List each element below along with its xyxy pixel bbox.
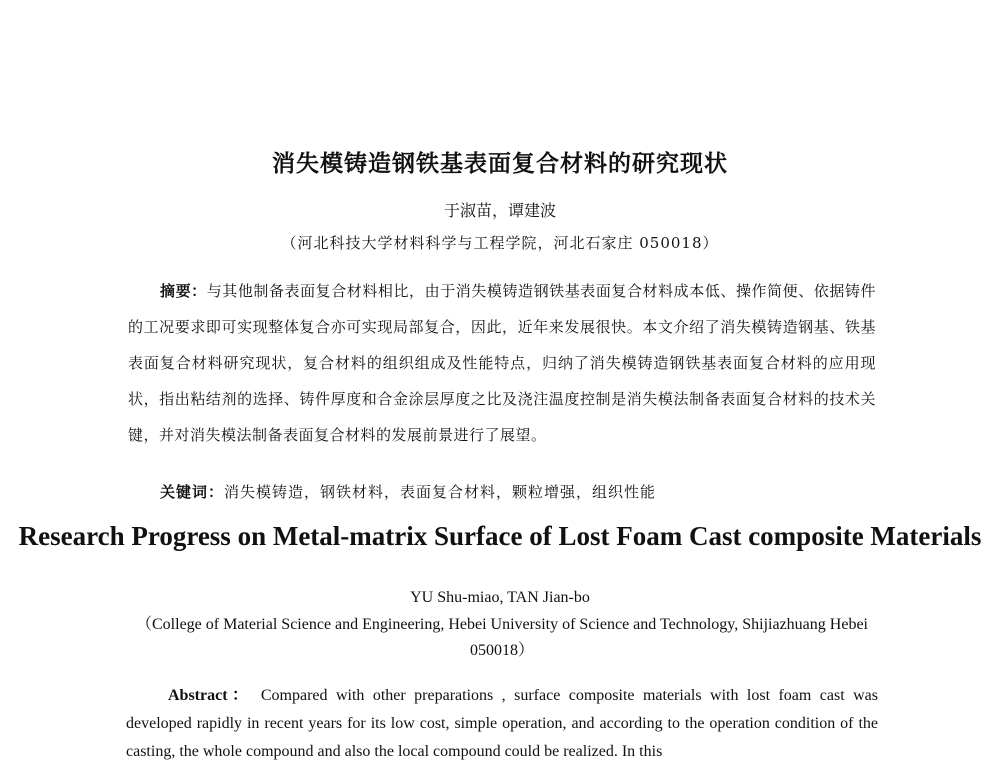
affiliation-cn: （河北科技大学材料科学与工程学院，河北石家庄 050018） bbox=[281, 234, 719, 252]
paper-title-cn: 消失模铸造钢铁基表面复合材料的研究现状 bbox=[272, 151, 728, 177]
paper-title-en: Research Progress on Metal-matrix Surface of Lost Foam Cast composite Materials bbox=[18, 521, 982, 551]
abstract-en-label: Abstract： bbox=[168, 687, 253, 704]
abstract-en-text: Compared with other preparations , surface composite materials with lost foam cast was developed rapidly in recent years for its low cost, simple operation, and according to the operation condition of the casting, the whole compound and also the local compound could be realized. In this bbox=[126, 687, 878, 760]
authors-en: YU Shu-miao, TAN Jian-bo bbox=[410, 589, 590, 606]
abstract-cn bbox=[128, 273, 876, 453]
affiliation-en: （College of Material Science and Engineering, Hebei University of Science and Technology, Shijiazhuang Hebei 050018） bbox=[136, 616, 868, 659]
keywords-cn-label: 关键词： bbox=[160, 483, 225, 501]
abstract-cn-text: 与其他制备表面复合材料相比，由于消失模铸造钢铁基表面复合材料成本低、操作简便、依据铸件的工况要求即可实现整体复合亦可实现局部复合，因此，近年来发展很快。本文介绍了消失模铸造钢基、铁基表面复合材料研究现状，复合材料的组织组成及性能特点，归纳了消失模铸造钢铁基表面复合材料的应用现状，指出粘结剂的选择、铸件厚度和合金涂层厚度之比及浇注温度控制是消失模法制备表面复合材料的技术关键，并对消失模法制备表面复合材料的发展前景进行了展望。 bbox=[128, 282, 876, 444]
keywords-cn bbox=[160, 481, 880, 502]
authors-cn: 于淑苗，谭建波 bbox=[443, 201, 556, 220]
abstract-en bbox=[126, 682, 878, 766]
keywords-cn-text: 消失模铸造，钢铁材料，表面复合材料，颗粒增强，组织性能 bbox=[224, 483, 657, 501]
abstract-cn-label: 摘要： bbox=[160, 282, 207, 300]
